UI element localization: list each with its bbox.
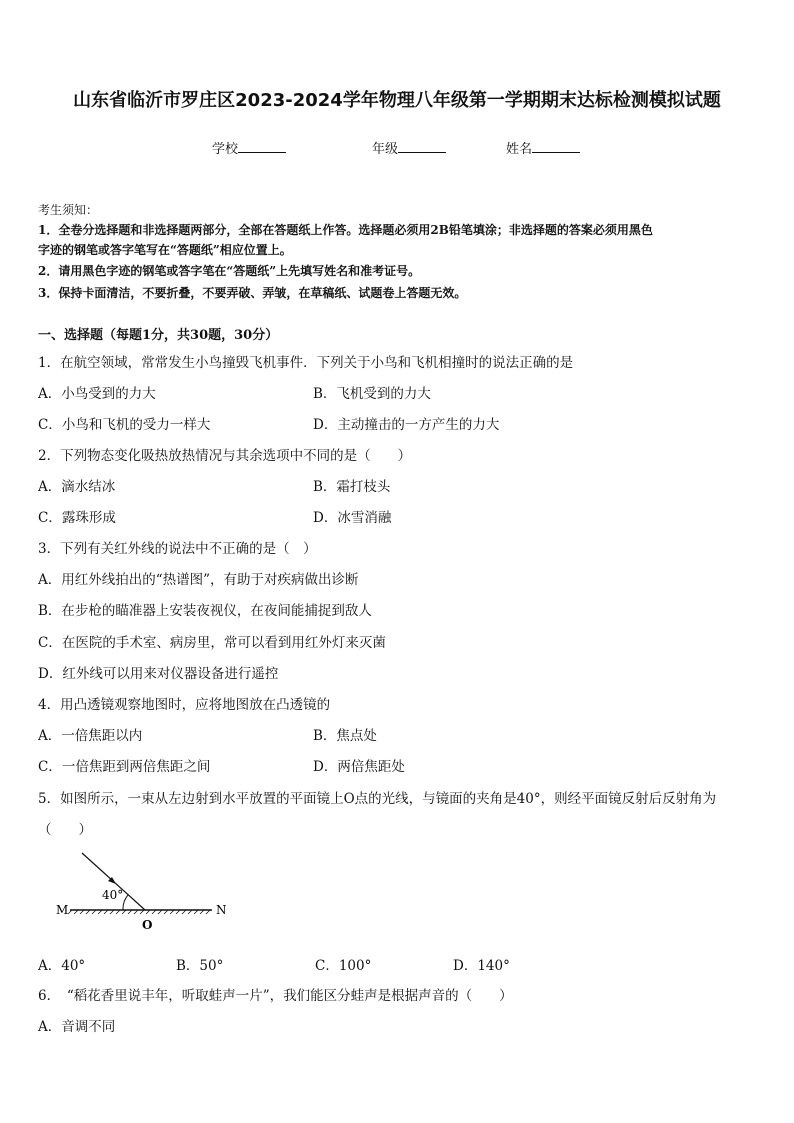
option-a[interactable]: A．用红外线拍出的“热谱图”，有助于对疾病做出诊断 — [38, 572, 359, 588]
option-a[interactable]: A．一倍焦距以内 — [38, 728, 143, 744]
option-d[interactable]: D．140° — [453, 958, 510, 974]
option-b[interactable]: B．飞机受到的力大 — [313, 386, 431, 402]
angle-arc — [123, 895, 128, 910]
school-field[interactable] — [212, 140, 286, 159]
option-d[interactable]: D．主动撞击的一方产生的力大 — [313, 417, 500, 433]
option-c[interactable]: C．在医院的手术室、病房里，常可以看到用红外灯来灭菌 — [38, 635, 386, 651]
option-b[interactable]: B．霜打枝头 — [313, 479, 391, 495]
option-b[interactable]: B．在步枪的瞄准器上安装夜视仪，在夜间能捕捉到敌人 — [38, 603, 372, 619]
name-field[interactable] — [506, 140, 580, 159]
mirror-reflection-diagram — [50, 847, 240, 941]
option-a[interactable]: A．滴水结冰 — [38, 479, 116, 495]
notice-item: 2．请用黑色字迹的钢笔或答字笔在“答题纸”上先填写姓名和准考证号。 — [38, 264, 421, 278]
question-stem: 2．下列物态变化吸热放热情况与其余选项中不同的是（ ） — [38, 448, 412, 464]
question-stem: 3．下列有关红外线的说法中不正确的是（ ） — [38, 541, 317, 557]
question-stem-cont: （ ） — [38, 822, 92, 838]
option-b[interactable]: B．焦点处 — [313, 728, 377, 744]
grade-blank[interactable] — [398, 140, 446, 153]
option-d[interactable]: D．红外线可以用来对仪器设备进行遥控 — [38, 666, 279, 682]
option-b[interactable]: B．50° — [176, 958, 224, 974]
option-a[interactable]: A．音调不同 — [38, 1019, 116, 1035]
question-stem: 6． “稻花香里说丰年，听取蛙声一片”，我们能区分蛙声是根据声音的（ ） — [38, 988, 513, 1004]
school-blank[interactable] — [238, 140, 286, 153]
option-c[interactable]: C．小鸟和飞机的受力一样大 — [38, 417, 211, 433]
option-d[interactable]: D．两倍焦距处 — [313, 759, 405, 775]
question-stem: 4．用凸透镜观察地图时，应将地图放在凸透镜的 — [38, 697, 331, 713]
option-c[interactable]: C．一倍焦距到两倍焦距之间 — [38, 759, 211, 775]
name-blank[interactable] — [532, 140, 580, 153]
page-title: 山东省临沂市罗庄区2023-2024学年物理八年级第一学期期末达标检测模拟试题 — [73, 90, 721, 111]
notice-item: 字迹的钢笔或答字笔写在“答题纸”相应位置上。 — [38, 243, 292, 257]
point-label-o: O — [142, 918, 153, 932]
question-stem: 5．如图所示，一束从左边射到水平放置的平面镜上O点的光线，与镜面的夹角是40°，则经平面镜反射后反射角为 — [38, 791, 717, 807]
option-a[interactable]: A．40° — [38, 958, 86, 974]
option-a[interactable]: A．小鸟受到的力大 — [38, 386, 156, 402]
school-label: 学校 — [212, 142, 239, 157]
notice-item: 3．保持卡面清洁，不要折叠，不要弄破、弄皱，在草稿纸、试题卷上答题无效。 — [38, 286, 467, 300]
grade-field[interactable] — [372, 140, 446, 159]
option-d[interactable]: D．冰雪消融 — [313, 510, 392, 526]
grade-label: 年级 — [372, 142, 399, 157]
notice-heading: 考生须知： — [38, 203, 99, 217]
option-c[interactable]: C．露珠形成 — [38, 510, 116, 526]
name-label: 姓名 — [506, 142, 533, 157]
section-heading: 一、选择题（每题1分，共30题，30分） — [38, 328, 279, 343]
notice-item: 1．全卷分选择题和非选择题两部分，全部在答题纸上作答。选择题必须用2B铅笔填涂；非选择题的答案必须用黑色 — [38, 223, 653, 237]
angle-label: 40° — [102, 888, 124, 902]
mirror-label-n: N — [216, 903, 227, 917]
diagram-svg — [50, 847, 240, 937]
mirror-label-m: M — [56, 903, 69, 917]
question-stem: 1．在航空领域，常常发生小鸟撞毁飞机事件．下列关于小鸟和飞机相撞时的说法正确的是 — [38, 355, 574, 371]
option-c[interactable]: C．100° — [315, 958, 372, 974]
